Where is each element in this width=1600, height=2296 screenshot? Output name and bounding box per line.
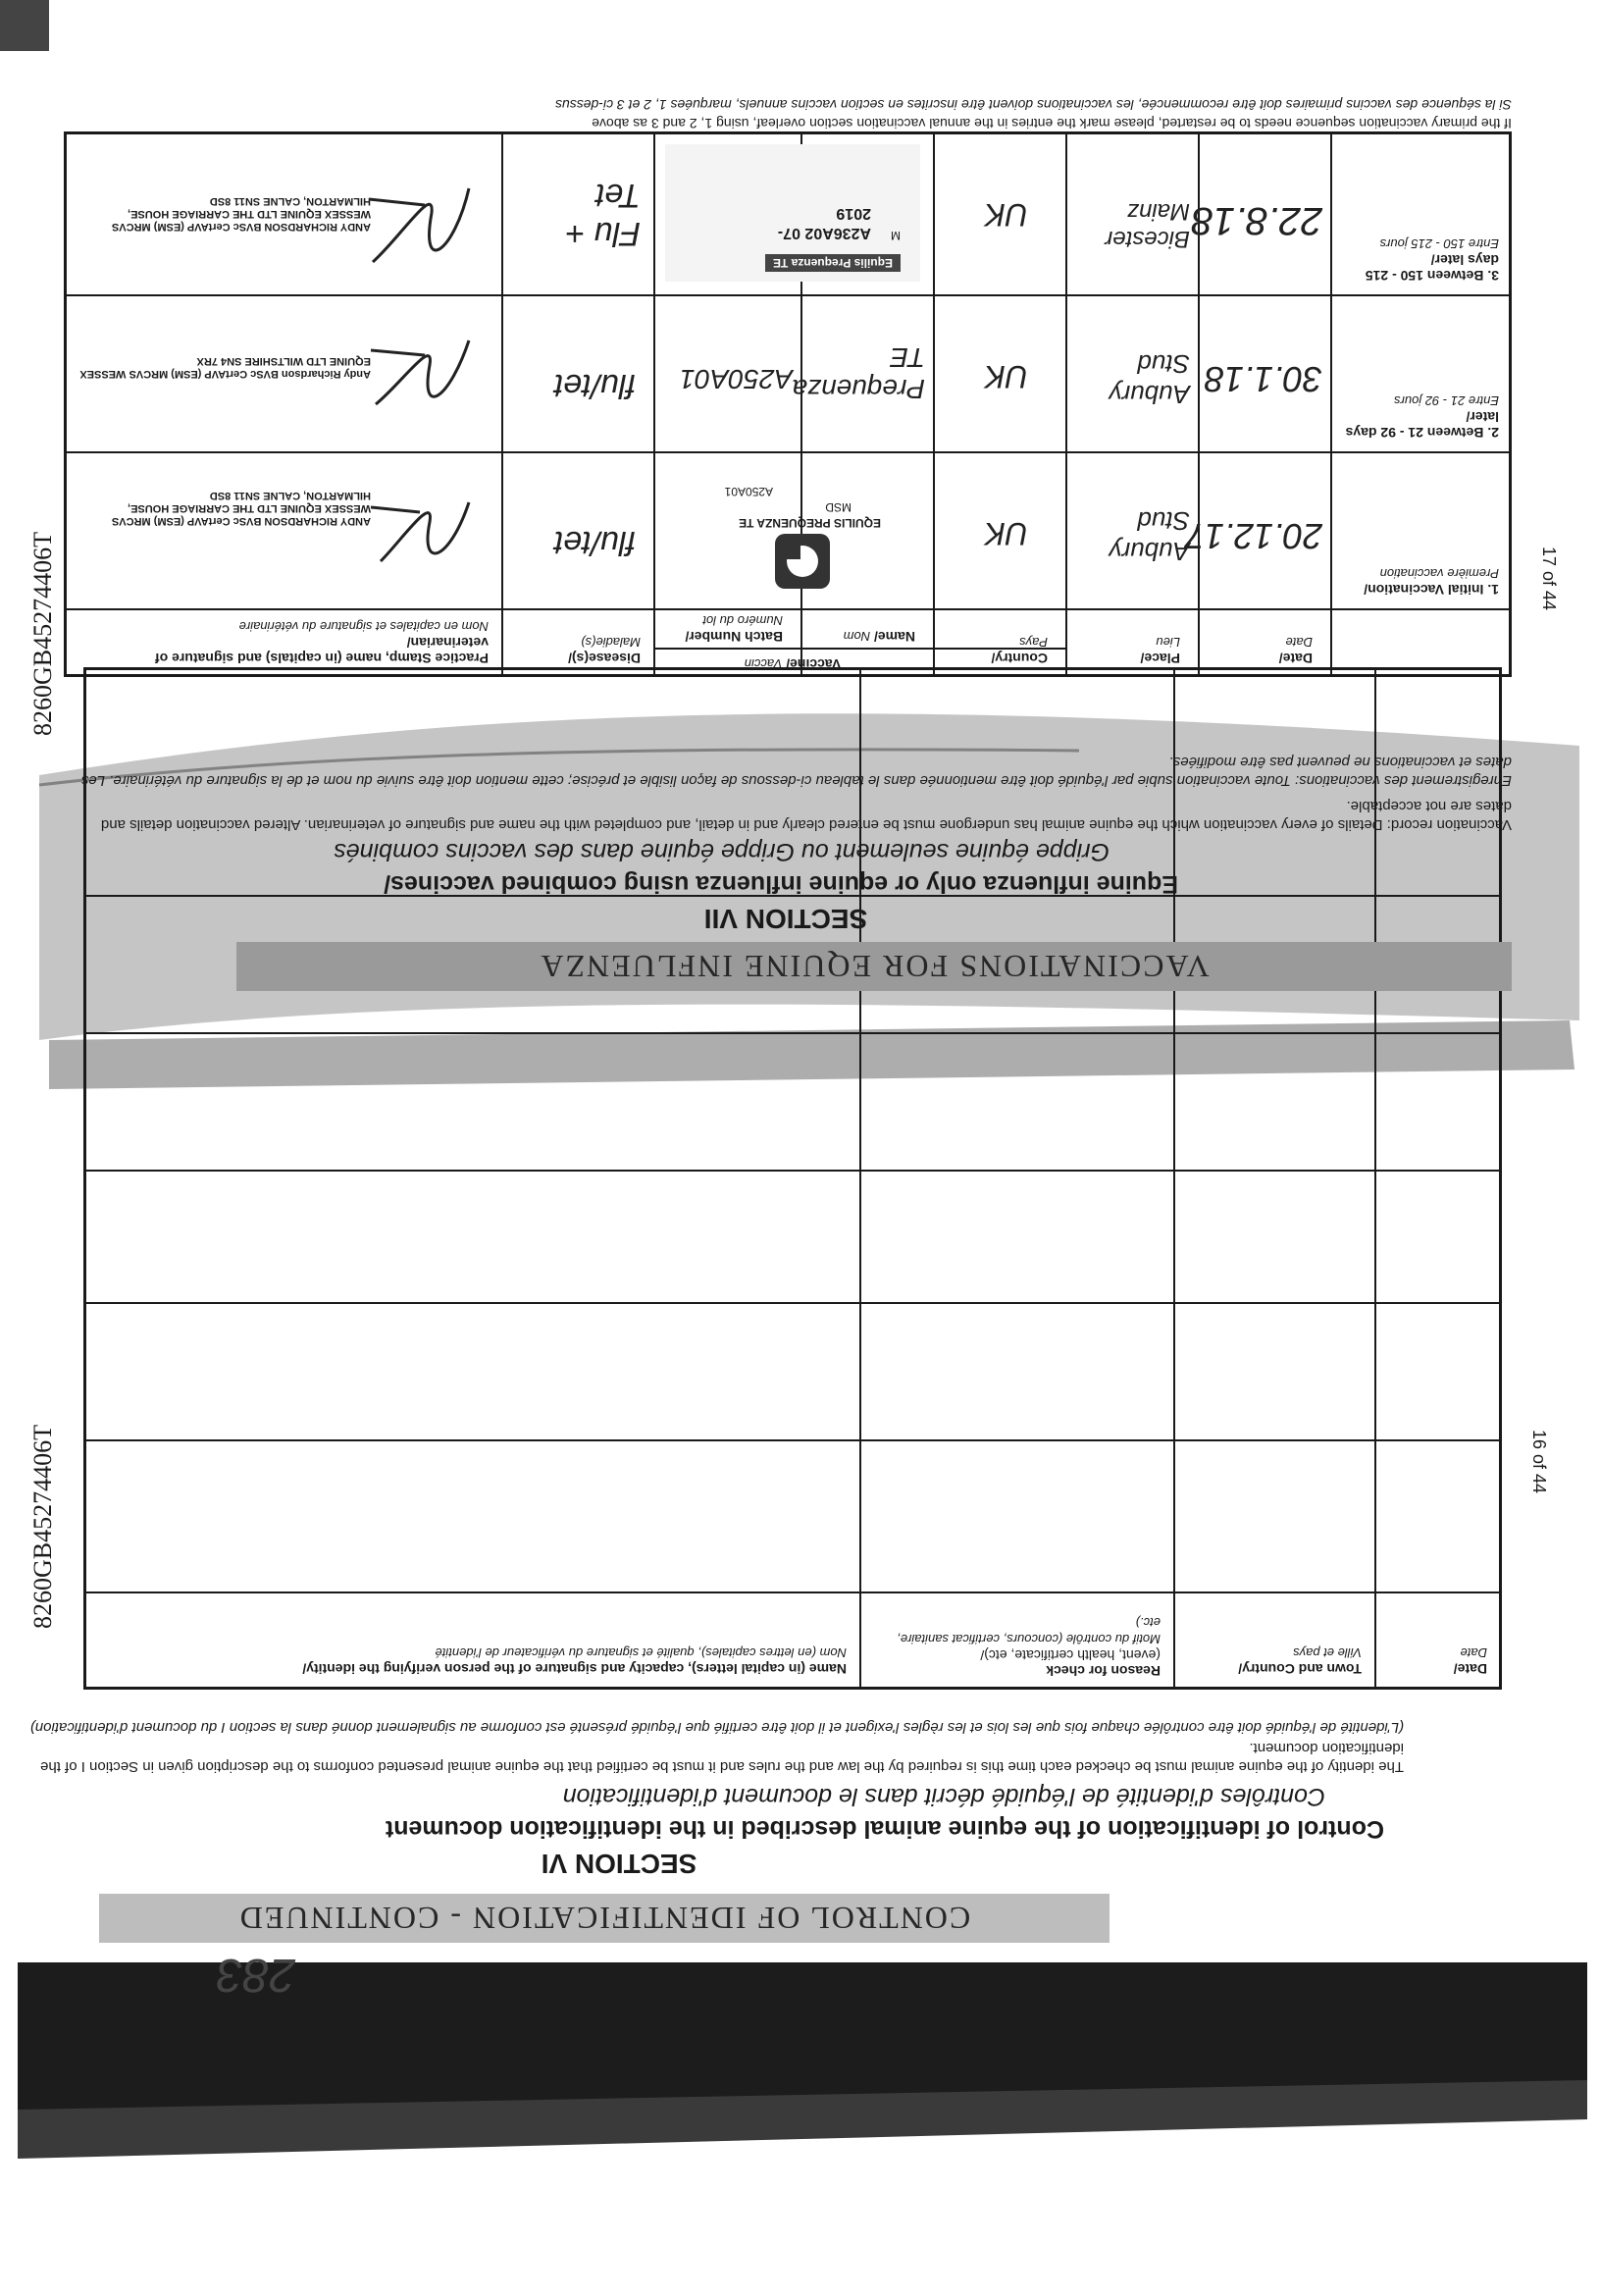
section-vii-note-fr: Enregistrement des vaccinations: Toute vaccination subie par l'équidé doit être mentionnée dans le tableau ci-dessous de façon lisible et précise; cette mention doit être suivie du nom et de la signature du vétérinaire. Les dates et vaccinations ne peuvent pas être modifiées. <box>80 754 1512 789</box>
vacc-col-date-fr: Date <box>1285 635 1313 650</box>
vacc-col-place-en: Place/ <box>1140 651 1180 666</box>
vacc-row-1-disease: flu/tet <box>553 524 636 561</box>
vacc-row-3-vaccine: Equilis Prequenza TE <box>765 254 901 272</box>
vacc-row-2-stamp: Andy Richardson BVSc CertAVP (ESM) MRCVS WESSEX EQUINE LTD WILTSHIRE SN4 7RX <box>79 355 371 380</box>
vacc-col-disease <box>513 634 641 666</box>
col-divider <box>501 134 503 674</box>
col-divider <box>653 134 655 674</box>
vaccination-table <box>64 131 1512 677</box>
vacc-row-3-country: UK <box>984 197 1028 233</box>
row-divider <box>86 1032 1499 1034</box>
col-header-date-fr: Date <box>1460 1645 1487 1660</box>
section-vi-title: SECTION VI <box>541 1849 697 1879</box>
vacc-col-vaccine <box>665 655 920 672</box>
vacc-row-2-place: Aubury Stud <box>1109 349 1190 409</box>
row-divider <box>67 608 1509 610</box>
vacc-row-1-sticker <box>665 463 920 591</box>
vacc-row-3-stamp: ANDY RICHARDSON BVSc CertAVP (ESM) MRCVS WESSEX EQUINE LTD THE CARRIAGE HOUSE, HILMARTON, CALNE SN11 8SD <box>111 195 371 233</box>
vacc-row-3-label <box>1337 235 1499 284</box>
section-vii-subtitle-fr: Grippe équine seulement ou Grippe équine dans des vaccins combinés <box>334 838 1110 865</box>
vacc-row-1-country: UK <box>984 516 1028 551</box>
vacc-col-vaccine-en: Vaccine/ <box>786 656 842 672</box>
section-vi-band: CONTROL OF IDENTIFICATION - CONTINUED <box>99 1894 1110 1943</box>
col-header-town-fr: Ville et pays <box>1293 1645 1362 1660</box>
vacc-row-2-batch: A250A01 <box>679 364 793 394</box>
col-header-verifier-fr: Nom (en lettres capitales), qualité et signature du vérificateur de l'identité <box>435 1645 847 1660</box>
vacc-row-2-label <box>1337 392 1499 441</box>
section-vi-subtitle-fr: Contrôles d'identité de l'équidé décrit dans le document d'identification <box>562 1783 1325 1810</box>
vacc-col-country <box>940 634 1048 666</box>
vacc-row-1-maker: MSD <box>825 500 852 514</box>
vacc-row-3-maker: M <box>891 229 901 242</box>
vacc-col-disease-fr: Maladie(s) <box>581 635 641 650</box>
col-divider <box>1330 134 1332 674</box>
vacc-row-2-disease: flu/tet <box>553 367 636 404</box>
vacc-row-1-label-en: 1. Initial Vaccination/ <box>1364 582 1499 598</box>
section-vii-footer: If the primary vaccination sequence needs to be restarted, please mark the entries in the annual vaccination section overleaf, using 1, 2 and 3 as above <box>592 116 1512 131</box>
col-header-town <box>1185 1644 1362 1677</box>
section-vii-note: Vaccination record: Details of every vaccination which the equine animal has undergone must be entered clearly and in detail, and completed with the name and signature of veterinarian. Altered vaccination details and dates are not acceptable. <box>100 798 1512 833</box>
vacc-col-stamp-en: Practice Stamp, name (in capitals) and signature of veterinarian/ <box>155 635 489 666</box>
col-header-date-en: Date/ <box>1453 1661 1487 1677</box>
section-vi-subtitle: Control of identification of the equine animal described in the identification document <box>385 1815 1384 1843</box>
vacc-row-1-label <box>1337 565 1499 598</box>
vacc-col-batch <box>660 612 783 645</box>
vacc-col-name <box>807 628 915 645</box>
vacc-col-disease-en: Disease(s)/ <box>568 651 641 666</box>
col-divider <box>933 134 935 674</box>
vacc-row-1-date: 20.12.17 <box>1184 516 1322 556</box>
vacc-col-vaccine-fr: Vaccin <box>744 656 783 671</box>
vacc-row-2-label-en: 2. Between 21 - 92 days later/ <box>1345 409 1499 441</box>
section-vi-note-fr: (L'identité de l'équidé doit être contrôlée chaque fois que les lois et les règles l'exigent et il doit être certifié que l'équidé présenté est conforme au signalement donné dans la section I du document d'identification) <box>29 1719 1404 1736</box>
vacc-col-name-fr: Nom <box>843 629 871 644</box>
col-header-reason-fr: Motif du contrôle (concours, certificat sanitaire, etc.) <box>897 1615 1161 1646</box>
vacc-col-country-en: Country/ <box>991 651 1048 666</box>
vacc-row-1-signature <box>361 483 479 581</box>
vacc-row-2-date: 30.1.18 <box>1204 359 1322 399</box>
vacc-row-1-label-fr: Première vaccination <box>1379 566 1499 581</box>
row-divider <box>67 451 1509 453</box>
page-number-right-text: 17 of 44 <box>1538 546 1559 611</box>
vacc-row-3-signature <box>361 174 479 282</box>
vacc-row-3-label-en: 3. Between 150 - 215 days later/ <box>1365 252 1499 284</box>
vacc-row-1-vaccine: EQUILIS PREQUENZA TE <box>739 516 881 530</box>
col-header-town-en: Town and Country/ <box>1238 1661 1362 1677</box>
vacc-col-batch-fr: Numéro du lot <box>702 613 783 628</box>
document-id-left: 8260GB45274406T <box>28 1425 57 1629</box>
col-header-reason-sub: (event, health certificate, etc)/ <box>980 1647 1161 1663</box>
vacc-row-3-sticker <box>665 144 920 282</box>
col-header-date <box>1384 1644 1487 1677</box>
vacc-row-3-place: Bicester Mainz <box>1105 198 1190 252</box>
handwritten-page-mark: 283 <box>216 1949 295 2001</box>
vacc-row-1-batch: A250A01 <box>724 485 773 498</box>
vacc-row-2-label-fr: Entre 21 - 92 jours <box>1394 393 1499 408</box>
vacc-col-place-fr: Lieu <box>1156 635 1180 650</box>
vaccine-logo-icon <box>773 532 832 591</box>
page-number-right <box>1517 546 1580 611</box>
vacc-col-stamp-fr: Nom en capitales et signature du vétérinaire <box>238 619 489 634</box>
vacc-row-3-label-fr: Entre 150 - 215 jours <box>1379 236 1499 251</box>
document-id-right: 8260GB45274406T <box>28 532 57 736</box>
vacc-row-2-vaccine: Prequenza TE <box>792 342 925 404</box>
vacc-col-batch-en: Batch Number/ <box>685 629 783 645</box>
section-vii-title: SECTION VII <box>703 904 868 934</box>
vacc-col-country-fr: Pays <box>1019 635 1048 650</box>
row-divider <box>86 1170 1499 1172</box>
col-header-verifier-en: Name (in capital letters), capacity and signature of the person verifying the identity/ <box>302 1661 847 1677</box>
vacc-col-date <box>1205 634 1313 666</box>
section-vii-band: VACCINATIONS FOR EQUINE INFLUENZA <box>236 942 1512 991</box>
col-header-reason <box>871 1614 1161 1679</box>
vacc-col-stamp <box>77 618 489 666</box>
row-divider <box>86 1302 1499 1304</box>
vacc-row-3-disease: Flu + Tet <box>565 177 641 252</box>
section-vii-subtitle: Equine influenza only or equine influenza using combined vaccines/ <box>384 870 1178 898</box>
vacc-row-1-stamp: ANDY RICHARDSON BVSc CertAVP (ESM) MRCVS WESSEX EQUINE LTD THE CARRIAGE HOUSE, HILMARTON, CALNE SN11 8SD <box>111 490 371 527</box>
vacc-row-3-batch: A236A02 07-2019 <box>777 205 871 241</box>
col-header-verifier <box>101 1644 847 1677</box>
section-vi-note: The identity of the equine animal must be checked each time this is required by the law and the rules and it must be certified that the equine animal presented conforms to the description given in Section I of the identification document. <box>40 1740 1404 1775</box>
row-divider <box>86 1439 1499 1441</box>
vacc-row-1-place: Aubury Stud <box>1109 506 1190 566</box>
section-vii-footer-fr: Si la séquence des vaccins primaires doit être recommencée, les vaccinations doivent être inscrites en section vaccins annuels, marquées 1, 2 et 3 ci-dessus <box>554 97 1512 113</box>
vacc-col-name-en: Name/ <box>873 629 915 645</box>
vacc-row-2-signature <box>361 321 479 429</box>
page-number-left-text: 16 of 44 <box>1528 1429 1549 1494</box>
vacc-row-2-country: UK <box>984 359 1028 394</box>
page-number-left <box>1507 1429 1571 1494</box>
vacc-row-3-date: 22.8.18 <box>1191 199 1322 242</box>
row-divider <box>86 1592 1499 1593</box>
vacc-col-date-en: Date/ <box>1278 651 1313 666</box>
row-divider <box>67 294 1509 296</box>
vacc-col-place <box>1072 634 1180 666</box>
col-header-reason-en: Reason for check <box>1046 1663 1161 1679</box>
